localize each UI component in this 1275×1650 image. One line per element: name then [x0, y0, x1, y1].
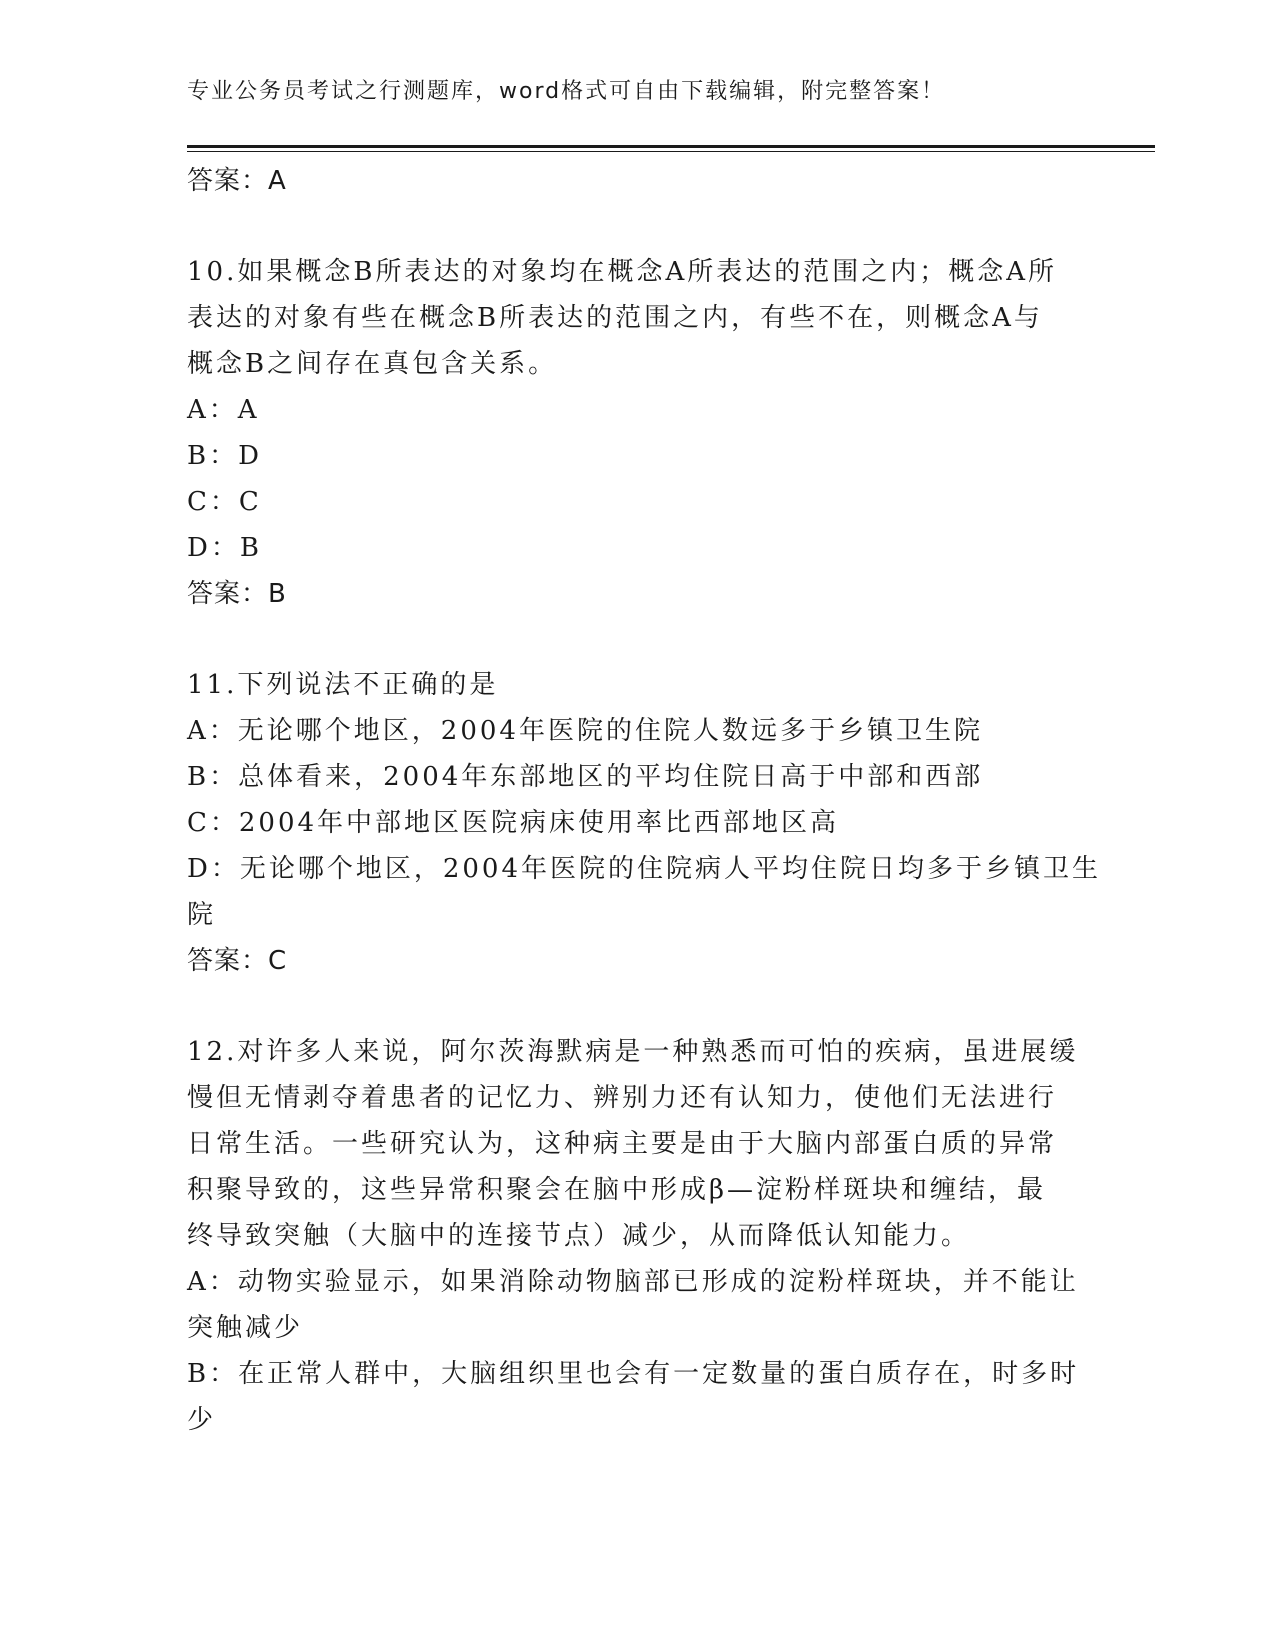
- option-d: D：无论哪个地区，2004年医院的住院病人平均住院日均多于乡镇卫生: [187, 854, 1102, 884]
- question-text-line: 10.如果概念B所表达的对象均在概念A所表达的范围之内；概念A所: [187, 257, 1058, 287]
- spacer: [187, 617, 1087, 662]
- option-b-continued: 少: [187, 1405, 217, 1435]
- option-a: A：A: [187, 395, 260, 425]
- header-rule-thick: [187, 145, 1155, 148]
- header-rule-thin: [187, 151, 1155, 152]
- question-10: [187, 249, 1087, 617]
- option-b: B：D: [187, 441, 262, 471]
- question-11: [187, 662, 1102, 984]
- question-text-line: 积聚导致的，这些异常积聚会在脑中形成β—淀粉样斑块和缠结，最: [187, 1175, 1047, 1205]
- option-b: B：总体看来，2004年东部地区的平均住院日高于中部和西部: [187, 762, 984, 792]
- option-d-continued: 院: [187, 900, 217, 930]
- option-b: B：在正常人群中，大脑组织里也会有一定数量的蛋白质存在，时多时: [187, 1359, 1080, 1389]
- spacer: [187, 984, 1087, 1029]
- question-text-line: 慢但无情剥夺着患者的记忆力、辨别力还有认知力，使他们无法进行: [187, 1083, 1058, 1113]
- question-12: [187, 1029, 1087, 1443]
- page-header: 专业公务员考试之行测题库，word格式可自由下载编辑，附完整答案！: [187, 79, 946, 104]
- question-text-line: 12.对许多人来说，阿尔茨海默病是一种熟悉而可怕的疾病，虽进展缓: [187, 1037, 1079, 1067]
- question-text-line: 概念B之间存在真包含关系。: [187, 349, 558, 379]
- answer: 答案：B: [187, 579, 287, 609]
- option-c: C：2004年中部地区医院病床使用率比西部地区高: [187, 808, 840, 838]
- option-a: A：动物实验显示，如果消除动物脑部已形成的淀粉样斑块，并不能让: [187, 1267, 1079, 1297]
- option-a: A：无论哪个地区，2004年医院的住院人数远多于乡镇卫生院: [187, 716, 983, 746]
- option-d: D：B: [187, 533, 262, 563]
- question-text-line: 终导致突触（大脑中的连接节点）减少，从而降低认知能力。: [187, 1221, 971, 1251]
- question-text-line: 11.下列说法不正确的是: [187, 670, 499, 700]
- question-text-line: 表达的对象有些在概念B所表达的范围之内，有些不在，则概念A与: [187, 303, 1043, 333]
- option-c: C：C: [187, 487, 262, 517]
- answer-prev: 答案：A: [187, 166, 287, 196]
- option-a-continued: 突触减少: [187, 1313, 304, 1343]
- spacer: [187, 204, 1087, 249]
- answer: 答案：C: [187, 946, 288, 976]
- document-body: [187, 158, 1102, 1443]
- question-text-line: 日常生活。一些研究认为，这种病主要是由于大脑内部蛋白质的异常: [187, 1129, 1058, 1159]
